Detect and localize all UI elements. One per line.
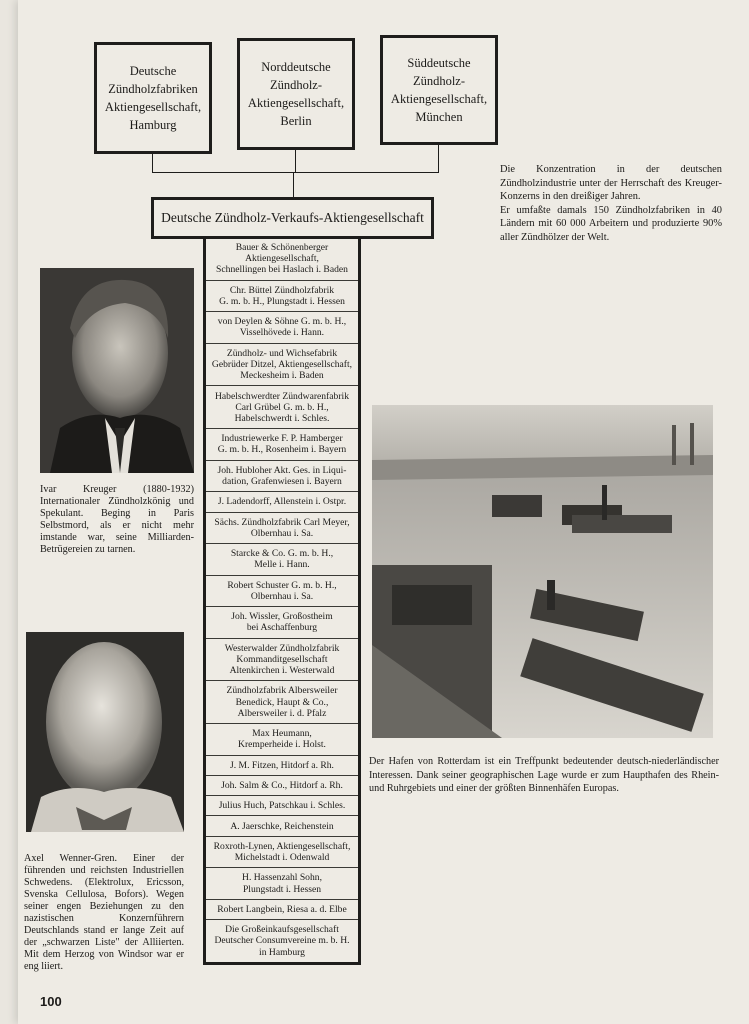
portrait-wenner-gren-image <box>26 632 184 832</box>
list-item: Julius Huch, Patschkau i. Schles. <box>206 796 358 816</box>
list-item: Habelschwerdter Zündwarenfabrik Carl Grübel G. m. b. H., Habelschwerdt i. Schles. <box>206 386 358 429</box>
sales-company-label: Deutsche Zündholz-Verkaufs-Aktiengesellschaft <box>161 210 424 225</box>
list-item: H. Hassenzahl Sohn, Plungstadt i. Hessen <box>206 868 358 900</box>
page-number: 100 <box>40 994 62 1009</box>
list-item: Industriewerke F. P. Hamberger G. m. b. H., Rosenheim i. Bayern <box>206 429 358 461</box>
list-item: Roxroth-Lynen, Aktiengesellschaft, Michelstadt i. Odenwald <box>206 837 358 869</box>
portrait-axel-wenner-gren <box>26 632 184 832</box>
list-item: Sächs. Zündholzfabrik Carl Meyer, Olbernhau i. Sa. <box>206 513 358 545</box>
company-box-muenchen <box>380 35 498 145</box>
list-item: Joh. Salm & Co., Hitdorf a. Rh. <box>206 776 358 796</box>
list-item: J. M. Fitzen, Hitdorf a. Rh. <box>206 756 358 776</box>
connector-line <box>152 172 439 173</box>
company-box-muenchen-label: Süddeutsche Zündholz- Aktiengesellschaft, München <box>390 56 488 124</box>
concentration-description: Die Konzentration in der deutschen Zündholzindustrie unter der Herrschaft des Kreuger-Konzerns in den dreißiger Jahren. Er umfaßte damals 150 Zündholzfabriken in 40 Ländern mit 60 000 Arbeitern und produzierte 90% aller Zündhölzer der Welt. <box>500 164 722 243</box>
company-box-hamburg <box>94 42 212 154</box>
list-item: Joh. Wissler, Großostheim bei Aschaffenburg <box>206 607 358 639</box>
list-item: Chr. Büttel Zündholzfabrik G. m. b. H., Plungstadt i. Hessen <box>206 281 358 313</box>
list-item: Bauer & Schönenberger Aktiengesellschaft, Schnellingen bei Haslach i. Baden <box>206 238 358 281</box>
list-item: Starcke & Co. G. m. b. H., Melle i. Hann. <box>206 544 358 576</box>
list-item: Zündholzfabrik Albersweiler Benedick, Haupt & Co., Albersweiler i. d. Pfalz <box>206 681 358 724</box>
caption-rotterdam-harbor: Der Hafen von Rotterdam ist ein Treffpunkt bedeutender deutsch-niederländischer Interessen. Dank seiner geographischen Lage wurde er zum Haupthafen des Rhein- und Ruhrgebiets und einer der größten Binnenhäfen Europas. <box>369 756 719 794</box>
portrait-ivar-kreuger <box>40 268 194 473</box>
portrait-kreuger-image <box>40 268 194 473</box>
list-item: J. Ladendorff, Allenstein i. Ostpr. <box>206 492 358 512</box>
list-item: Joh. Hubloher Akt. Ges. in Liqui- dation, Grafenwiesen i. Bayern <box>206 461 358 493</box>
connector-line <box>438 145 439 172</box>
list-item: A. Jaerschke, Reichenstein <box>206 816 358 836</box>
list-item: Westerwalder Zündholzfabrik Kommanditgesellschaft Altenkirchen i. Westerwald <box>206 639 358 682</box>
company-box-hamburg-label: Deutsche Zündholzfabriken Aktiengesellschaft, Hamburg <box>104 64 202 132</box>
list-item: von Deylen & Söhne G. m. b. H., Visselhövede i. Hann. <box>206 312 358 344</box>
list-item: Die Großeinkaufsgesellschaft Deutscher Consumvereine m. b. H. in Hamburg <box>214 924 350 958</box>
company-box-berlin <box>237 38 355 150</box>
caption-ivar-kreuger: Ivar Kreuger (1880-1932) Internationaler Zündholzkönig und Spekulant. Beging in Paris Selbstmord, als er nicht mehr imstande war, seine Milliarden-Betrügereien zu tarnen. <box>40 484 194 555</box>
member-companies-list <box>203 238 361 965</box>
list-item: Robert Schuster G. m. b. H., Olbernhau i. Sa. <box>206 576 358 608</box>
sales-company-box <box>151 197 434 239</box>
caption-axel-wenner-gren: Axel Wenner-Gren. Einer der führenden und reichsten Industriellen Schwedens. (Elektrolux, Ericsson, Svenska Cellulosa, Bofors). Wegen seiner engen Beziehungen zu den nazistischen Konzernführern Deutschlands stand er lange Zeit auf der „schwarzen Liste" der Alliierten. Mit dem Herzog von Windsor war er eng liiert. <box>24 853 184 972</box>
company-box-berlin-label: Norddeutsche Zündholz- Aktiengesellschaft, Berlin <box>247 60 345 128</box>
connector-line <box>295 150 296 172</box>
list-item: Robert Langbein, Riesa a. d. Elbe <box>206 900 358 920</box>
connector-line <box>152 154 153 172</box>
connector-line <box>293 172 294 197</box>
harbor-image <box>372 405 713 738</box>
list-item: Max Heumann, Kremperheide i. Holst. <box>206 724 358 756</box>
list-item: Zündholz- und Wichsefabrik Gebrüder Ditzel, Aktiengesellschaft, Meckesheim i. Baden <box>206 344 358 387</box>
photo-rotterdam-harbor <box>372 405 713 738</box>
